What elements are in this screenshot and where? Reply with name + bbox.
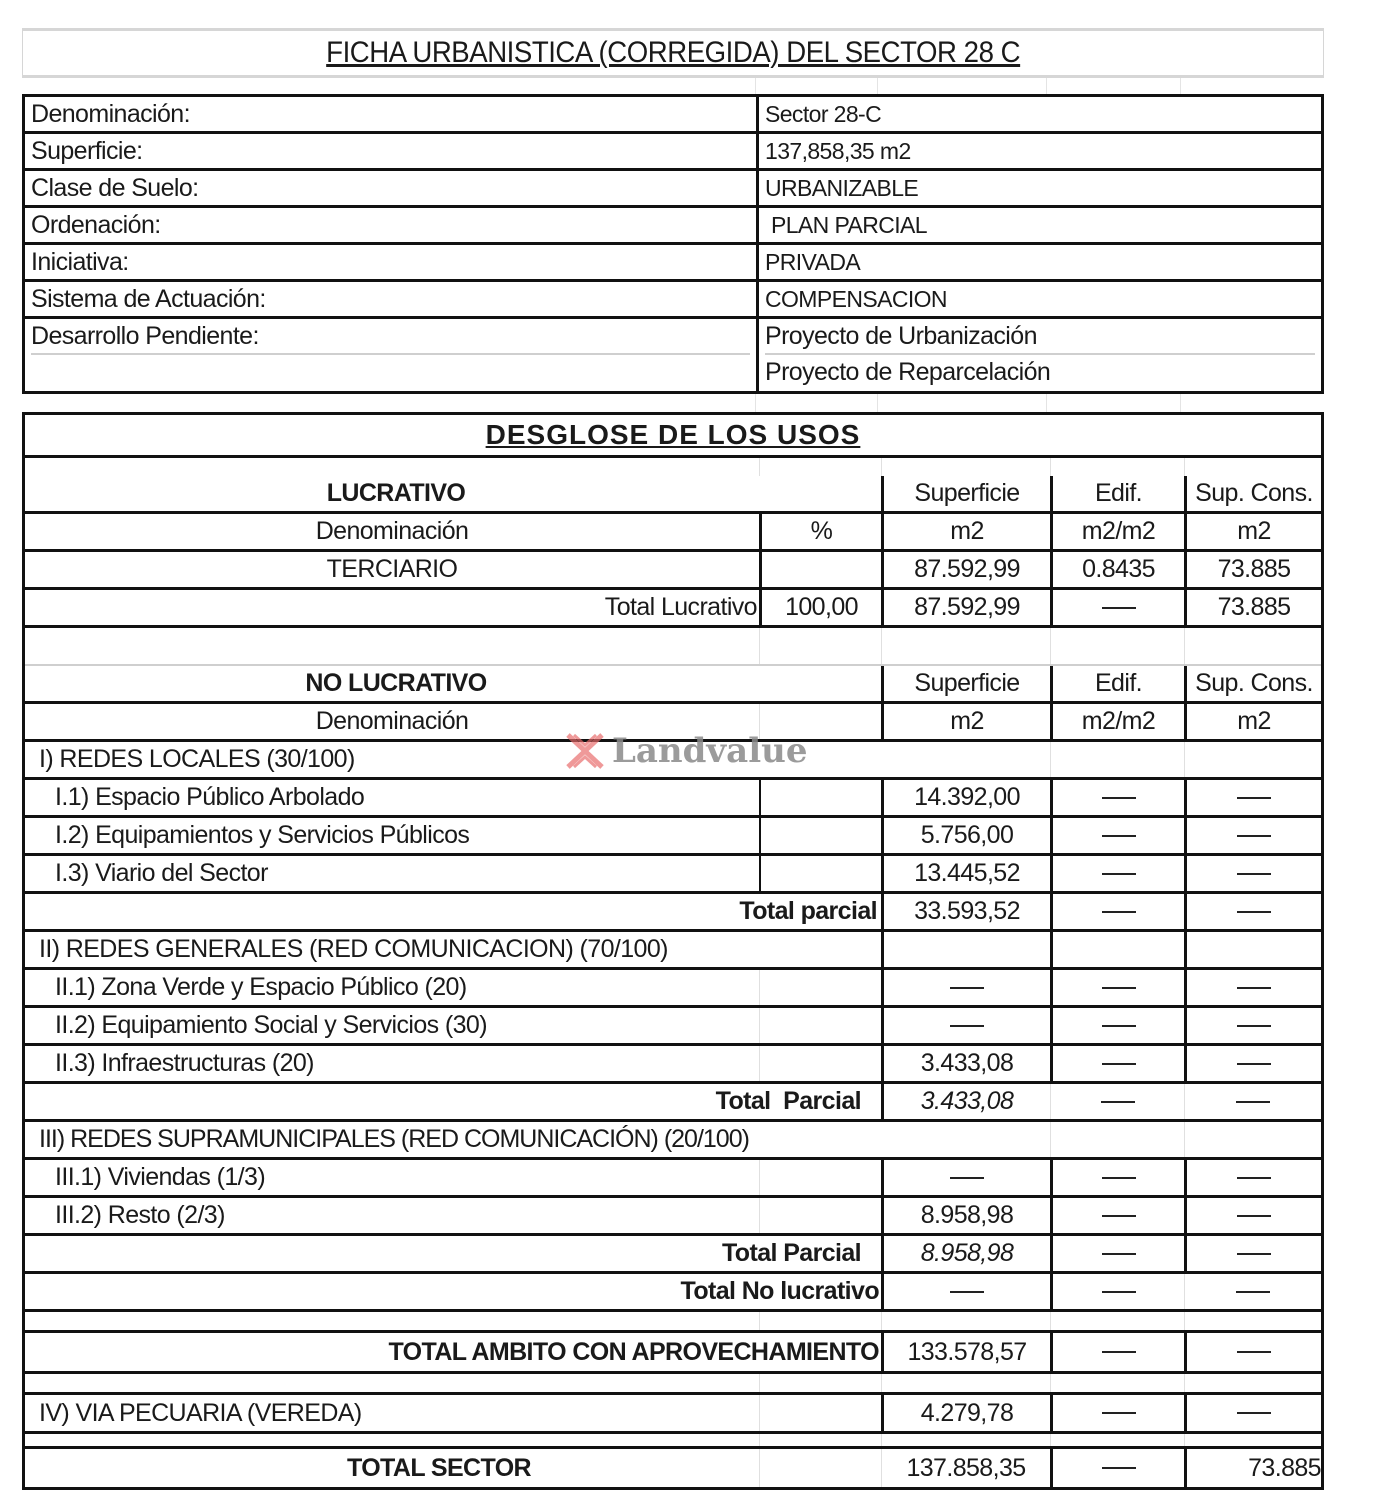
- subtotal-label: Total Parcial: [715, 1087, 861, 1115]
- table-row: [25, 1008, 1321, 1046]
- dash-mark: [1102, 797, 1136, 799]
- dash-mark: [950, 987, 984, 989]
- info-label: Clase de Suelo:: [25, 171, 759, 205]
- total-ambito-sup-cons: [1184, 1333, 1321, 1371]
- spacer-row: [25, 458, 1321, 476]
- info-row: [25, 245, 1321, 282]
- total-edif: [1050, 590, 1184, 625]
- via-pecuaria-label: IV) VIA PECUARIA (VEREDA): [39, 1398, 362, 1427]
- total-sector-edif: [1050, 1449, 1184, 1487]
- info-label: Ordenación:: [25, 208, 759, 242]
- total-sector-sup-cons: 73.885: [1184, 1449, 1321, 1487]
- spacer: [22, 394, 1324, 412]
- dash-mark: [1102, 873, 1136, 875]
- dash-mark: [1102, 1253, 1136, 1255]
- subtotal-sup-cons: [1184, 1236, 1321, 1271]
- dash-mark: [1102, 1063, 1136, 1065]
- table-row: [25, 780, 1321, 818]
- dash-mark: [1102, 835, 1136, 837]
- dash-mark: [1102, 911, 1136, 913]
- row-name: I.1) Espacio Público Arbolado: [55, 783, 365, 811]
- dash-mark: [1102, 987, 1136, 989]
- total-ambito-label: TOTAL AMBITO CON APROVECHAMIENTO: [388, 1337, 879, 1366]
- info-label: Sistema de Actuación:: [25, 282, 759, 316]
- subheader-unit: m2/m2: [1050, 514, 1184, 549]
- row-sup-cons: 73.885: [1184, 552, 1321, 587]
- dash-mark: [1237, 1351, 1271, 1353]
- total-superficie: 87.592,99: [881, 590, 1050, 625]
- row-name: II.2) Equipamiento Social y Servicios (30): [55, 1011, 487, 1039]
- info-row: [25, 97, 1321, 134]
- dash-mark: [1236, 1291, 1270, 1293]
- dash-mark: [1237, 1412, 1271, 1414]
- via-pecuaria-sup-cons: [1184, 1395, 1321, 1431]
- group-title-row: [25, 742, 1321, 780]
- row-name: III.1) Viviendas (1/3): [55, 1163, 266, 1191]
- urban-planning-sheet: [22, 28, 1324, 1490]
- dash-mark: [950, 1177, 984, 1179]
- info-label: Desarrollo Pendiente:: [31, 319, 750, 355]
- group-title: II) REDES GENERALES (RED COMUNICACION) (70/100): [39, 935, 668, 963]
- info-value: PLAN PARCIAL: [771, 211, 927, 238]
- lucrativo-heading: LUCRATIVO: [326, 479, 466, 507]
- dash-mark: [1102, 1291, 1136, 1293]
- total-sector-superficie: 137.858,35: [881, 1449, 1050, 1487]
- subtotal-row: [25, 1236, 1321, 1274]
- info-row: [25, 171, 1321, 208]
- row-name: I.2) Equipamientos y Servicios Públicos: [55, 821, 470, 849]
- dash-mark: [1237, 1215, 1271, 1217]
- total-label: Total Lucrativo: [604, 593, 757, 621]
- subtotal-edif: [1050, 1236, 1184, 1271]
- row-superficie: 14.392,00: [881, 780, 1050, 815]
- dash-mark: [950, 1291, 984, 1293]
- info-value: URBANIZABLE: [765, 174, 919, 201]
- watermark-text: Landvalue: [612, 731, 808, 771]
- row-sup-cons: [1184, 780, 1321, 815]
- row-sup-cons: [1184, 970, 1321, 1005]
- total-sector-row: [25, 1449, 1321, 1490]
- col-header-superficie: Superficie: [881, 666, 1050, 701]
- col-header-sup-cons: Sup. Cons.: [1184, 666, 1321, 701]
- col-header-edif: Edif.: [1050, 666, 1184, 701]
- lucrativo-subheader-row: [25, 514, 1321, 552]
- group-title: III) REDES SUPRAMUNICIPALES (RED COMUNICACIÓN) (20/100): [39, 1125, 749, 1153]
- row-superficie: 13.445,52: [881, 856, 1050, 891]
- info-value: Sector 28-C: [765, 100, 882, 127]
- subheader-denominacion: Denominación: [315, 707, 469, 735]
- table-row: [25, 970, 1321, 1008]
- row-name: II.1) Zona Verde y Espacio Público (20): [55, 973, 467, 1001]
- row-edif: [1050, 780, 1184, 815]
- via-pecuaria-edif: [1050, 1395, 1184, 1431]
- subtotal-edif: [1050, 1084, 1184, 1119]
- subtotal-label: Total Parcial: [721, 1239, 861, 1267]
- row-sup-cons: [1184, 1160, 1321, 1195]
- info-label: Superficie:: [25, 134, 759, 168]
- total-sector-label: TOTAL SECTOR: [346, 1453, 532, 1482]
- subheader-unit: m2/m2: [1050, 704, 1184, 739]
- row-superficie: [881, 1008, 1050, 1043]
- table-row: [25, 856, 1321, 894]
- lucrativo-header-row: [25, 476, 1321, 514]
- row-superficie: 5.756,00: [881, 818, 1050, 853]
- subtotal-edif: [1050, 894, 1184, 929]
- row-superficie: 3.433,08: [881, 1046, 1050, 1081]
- dash-mark: [1237, 987, 1271, 989]
- table-row: [25, 818, 1321, 856]
- subheader-denominacion: Denominación: [315, 517, 469, 545]
- general-info-table: [22, 94, 1324, 394]
- dash-mark: [1237, 797, 1271, 799]
- dash-mark: [1237, 835, 1271, 837]
- info-row-desarrollo: [25, 319, 1321, 394]
- via-pecuaria-superficie: 4.279,78: [881, 1395, 1050, 1431]
- spacer-row: [25, 1374, 1321, 1395]
- spacer-row: [25, 1312, 1321, 1333]
- total-superficie: [881, 1274, 1050, 1309]
- info-label: Iniciativa:: [25, 245, 759, 279]
- row-percent: [759, 552, 881, 587]
- subtotal-superficie: 8.958,98: [881, 1236, 1050, 1271]
- dash-mark: [1237, 911, 1271, 913]
- subtotal-sup-cons: [1184, 1084, 1321, 1119]
- total-sup-cons: [1184, 1274, 1321, 1309]
- title-row: [22, 28, 1324, 78]
- row-name: TERCIARIO: [326, 555, 458, 583]
- row-edif: [1050, 856, 1184, 891]
- row-superficie: [881, 1160, 1050, 1195]
- group-title-row: [25, 932, 1321, 970]
- subheader-unit: m2: [1184, 704, 1321, 739]
- dash-mark: [1236, 1101, 1270, 1103]
- dash-mark: [1102, 1412, 1136, 1414]
- dash-mark: [1102, 1215, 1136, 1217]
- dash-mark: [1102, 1025, 1136, 1027]
- table-row: [25, 1198, 1321, 1236]
- dash-mark: [1237, 1177, 1271, 1179]
- row-sup-cons: [1184, 1046, 1321, 1081]
- row-edif: [1050, 818, 1184, 853]
- row-name: III.2) Resto (2/3): [55, 1201, 225, 1229]
- col-header-edif: Edif.: [1050, 476, 1184, 511]
- group-title-row: [25, 1122, 1321, 1160]
- row-edif: [1050, 1046, 1184, 1081]
- via-pecuaria-row: [25, 1395, 1321, 1434]
- info-value: 137,858,35 m2: [765, 137, 911, 164]
- subtotal-row: [25, 894, 1321, 932]
- col-header-superficie: Superficie: [881, 476, 1050, 511]
- spacer-row: [25, 628, 1321, 666]
- group-title: I) REDES LOCALES (30/100): [39, 745, 355, 773]
- row-edif: [1050, 1198, 1184, 1233]
- info-label: Denominación:: [25, 97, 759, 131]
- dash-mark: [1237, 1253, 1271, 1255]
- spacer-row: [25, 1434, 1321, 1449]
- row-superficie: 87.592,99: [881, 552, 1050, 587]
- info-row: [25, 208, 1321, 245]
- info-value: COMPENSACION: [765, 285, 947, 312]
- row-sup-cons: [1184, 1008, 1321, 1043]
- row-edif: 0.8435: [1050, 552, 1184, 587]
- info-value: PRIVADA: [765, 248, 861, 275]
- row-name: II.3) Infraestructuras (20): [55, 1049, 314, 1077]
- info-value-cell: [759, 319, 1321, 391]
- subheader-unit: m2: [881, 704, 1050, 739]
- no-lucrativo-heading: NO LUCRATIVO: [305, 669, 487, 697]
- dash-mark: [1102, 1177, 1136, 1179]
- subtotal-superficie: 3.433,08: [881, 1084, 1050, 1119]
- row-sup-cons: [1184, 856, 1321, 891]
- info-row: [25, 282, 1321, 319]
- dash-mark: [1237, 1063, 1271, 1065]
- total-label: Total No lucrativo: [680, 1277, 879, 1305]
- dash-mark: [1102, 1351, 1136, 1353]
- dash-mark: [1101, 1101, 1135, 1103]
- row-superficie: 8.958,98: [881, 1198, 1050, 1233]
- dash-mark: [1102, 1467, 1136, 1469]
- dash-mark: [1102, 607, 1136, 609]
- info-value: Proyecto de Urbanización: [765, 319, 1315, 355]
- subtotal-row: [25, 1084, 1321, 1122]
- subheader-unit: m2: [881, 514, 1050, 549]
- uses-breakdown-table: [22, 412, 1324, 1490]
- row-superficie: [881, 970, 1050, 1005]
- no-lucrativo-header-row: [25, 666, 1321, 704]
- dash-mark: [1237, 1025, 1271, 1027]
- subtotal-sup-cons: [1184, 894, 1321, 929]
- row-edif: [1050, 970, 1184, 1005]
- total-row: [25, 590, 1321, 628]
- no-lucrativo-subheader-row: [25, 704, 1321, 742]
- row-sup-cons: [1184, 818, 1321, 853]
- dash-mark: [1237, 873, 1271, 875]
- total-edif: [1050, 1274, 1184, 1309]
- total-ambito-row: [25, 1333, 1321, 1374]
- subtotal-label: Total parcial: [739, 897, 877, 925]
- dash-mark: [950, 1025, 984, 1027]
- spacer: [22, 78, 1324, 94]
- subtotal-superficie: 33.593,52: [881, 894, 1050, 929]
- breakdown-title-row: [25, 415, 1321, 458]
- table-row: [25, 1160, 1321, 1198]
- table-row: [25, 1046, 1321, 1084]
- breakdown-title: DESGLOSE DE LOS USOS: [485, 419, 861, 450]
- total-ambito-edif: [1050, 1333, 1184, 1371]
- total-ambito-superficie: 133.578,57: [881, 1333, 1050, 1371]
- total-no-lucrativo-row: [25, 1274, 1321, 1312]
- total-percent: 100,00: [759, 590, 881, 625]
- info-label-cell: [25, 319, 759, 391]
- table-row: [25, 552, 1321, 590]
- row-name: I.3) Viario del Sector: [55, 859, 268, 887]
- subheader-unit: m2: [1184, 514, 1321, 549]
- total-sup-cons: 73.885: [1184, 590, 1321, 625]
- info-value: Proyecto de Reparcelación: [765, 357, 1051, 386]
- row-edif: [1050, 1160, 1184, 1195]
- info-row: [25, 134, 1321, 171]
- col-header-sup-cons: Sup. Cons.: [1184, 476, 1321, 511]
- document-title: FICHA URBANISTICA (CORREGIDA) DEL SECTOR 28 C: [326, 36, 1020, 69]
- info-label-empty: [31, 355, 750, 389]
- row-edif: [1050, 1008, 1184, 1043]
- subheader-percent: %: [759, 514, 881, 549]
- row-sup-cons: [1184, 1198, 1321, 1233]
